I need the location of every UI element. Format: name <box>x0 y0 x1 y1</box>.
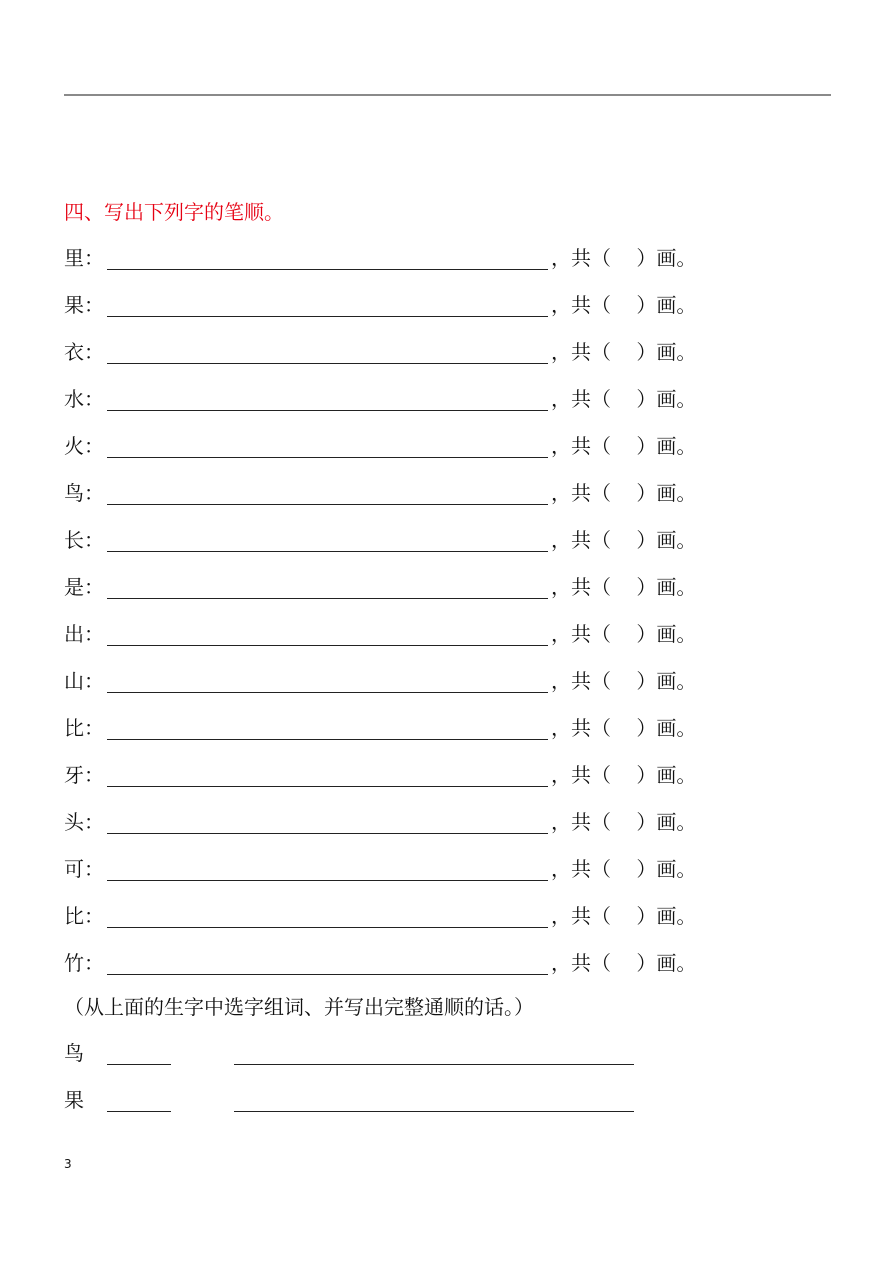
stroke-count-blank[interactable]: ，共（ ）画。 <box>551 434 697 458</box>
stroke-answer-line[interactable] <box>107 363 548 364</box>
row-character: 头： <box>64 810 104 834</box>
stroke-answer-line[interactable] <box>107 316 548 317</box>
instruction-text: （从上面的生字中选字组词、并写出完整通顺的话。） <box>64 995 534 1019</box>
stroke-answer-line[interactable] <box>107 504 548 505</box>
stroke-count-blank[interactable]: ，共（ ）画。 <box>551 763 697 787</box>
row-character: 可： <box>64 857 104 881</box>
stroke-count-blank[interactable]: ，共（ ）画。 <box>551 387 697 411</box>
stroke-row <box>64 948 764 978</box>
stroke-count-blank[interactable]: ，共（ ）画。 <box>551 481 697 505</box>
sentence-answer-line[interactable] <box>234 1064 634 1065</box>
stroke-count-blank[interactable]: ，共（ ）画。 <box>551 622 697 646</box>
row-character: 牙： <box>64 763 104 787</box>
stroke-row <box>64 901 764 931</box>
stroke-row <box>64 854 764 884</box>
stroke-count-blank[interactable]: ，共（ ）画。 <box>551 340 697 364</box>
row-character: 比： <box>64 904 104 928</box>
row-character: 水： <box>64 387 104 411</box>
header-rule <box>64 94 831 96</box>
sentence-row <box>64 1038 664 1068</box>
stroke-count-blank[interactable]: ，共（ ）画。 <box>551 669 697 693</box>
row-character: 里： <box>64 246 104 270</box>
stroke-count-blank[interactable]: ，共（ ）画。 <box>551 857 697 881</box>
stroke-row <box>64 807 764 837</box>
stroke-row <box>64 619 764 649</box>
stroke-answer-line[interactable] <box>107 739 548 740</box>
stroke-row <box>64 243 764 273</box>
page-number: 3 <box>64 1157 72 1171</box>
stroke-count-blank[interactable]: ，共（ ）画。 <box>551 904 697 928</box>
stroke-count-blank[interactable]: ，共（ ）画。 <box>551 810 697 834</box>
stroke-answer-line[interactable] <box>107 833 548 834</box>
stroke-answer-line[interactable] <box>107 692 548 693</box>
sentence-character: 鸟 <box>64 1041 84 1065</box>
stroke-row <box>64 478 764 508</box>
stroke-row <box>64 666 764 696</box>
sentence-row <box>64 1085 664 1115</box>
row-character: 鸟： <box>64 481 104 505</box>
stroke-answer-line[interactable] <box>107 786 548 787</box>
sentence-answer-line[interactable] <box>234 1111 634 1112</box>
row-character: 山： <box>64 669 104 693</box>
stroke-row <box>64 572 764 602</box>
row-character: 长： <box>64 528 104 552</box>
stroke-row <box>64 760 764 790</box>
stroke-answer-line[interactable] <box>107 880 548 881</box>
stroke-answer-line[interactable] <box>107 410 548 411</box>
stroke-answer-line[interactable] <box>107 974 548 975</box>
section-title: 四、写出下列字的笔顺。 <box>64 200 284 224</box>
stroke-count-blank[interactable]: ，共（ ）画。 <box>551 575 697 599</box>
row-character: 衣： <box>64 340 104 364</box>
row-character: 竹： <box>64 951 104 975</box>
row-character: 果： <box>64 293 104 317</box>
stroke-count-blank[interactable]: ，共（ ）画。 <box>551 951 697 975</box>
stroke-count-blank[interactable]: ，共（ ）画。 <box>551 716 697 740</box>
stroke-row <box>64 384 764 414</box>
row-character: 出： <box>64 622 104 646</box>
stroke-count-blank[interactable]: ，共（ ）画。 <box>551 528 697 552</box>
stroke-answer-line[interactable] <box>107 645 548 646</box>
stroke-answer-line[interactable] <box>107 551 548 552</box>
word-answer-line[interactable] <box>107 1064 171 1065</box>
row-character: 比： <box>64 716 104 740</box>
stroke-answer-line[interactable] <box>107 927 548 928</box>
stroke-row <box>64 337 764 367</box>
row-character: 是： <box>64 575 104 599</box>
stroke-row <box>64 713 764 743</box>
stroke-answer-line[interactable] <box>107 269 548 270</box>
row-character: 火： <box>64 434 104 458</box>
stroke-answer-line[interactable] <box>107 598 548 599</box>
stroke-answer-line[interactable] <box>107 457 548 458</box>
stroke-row <box>64 290 764 320</box>
stroke-count-blank[interactable]: ，共（ ）画。 <box>551 246 697 270</box>
stroke-row <box>64 525 764 555</box>
word-answer-line[interactable] <box>107 1111 171 1112</box>
sentence-character: 果 <box>64 1088 84 1112</box>
stroke-count-blank[interactable]: ，共（ ）画。 <box>551 293 697 317</box>
stroke-row <box>64 431 764 461</box>
